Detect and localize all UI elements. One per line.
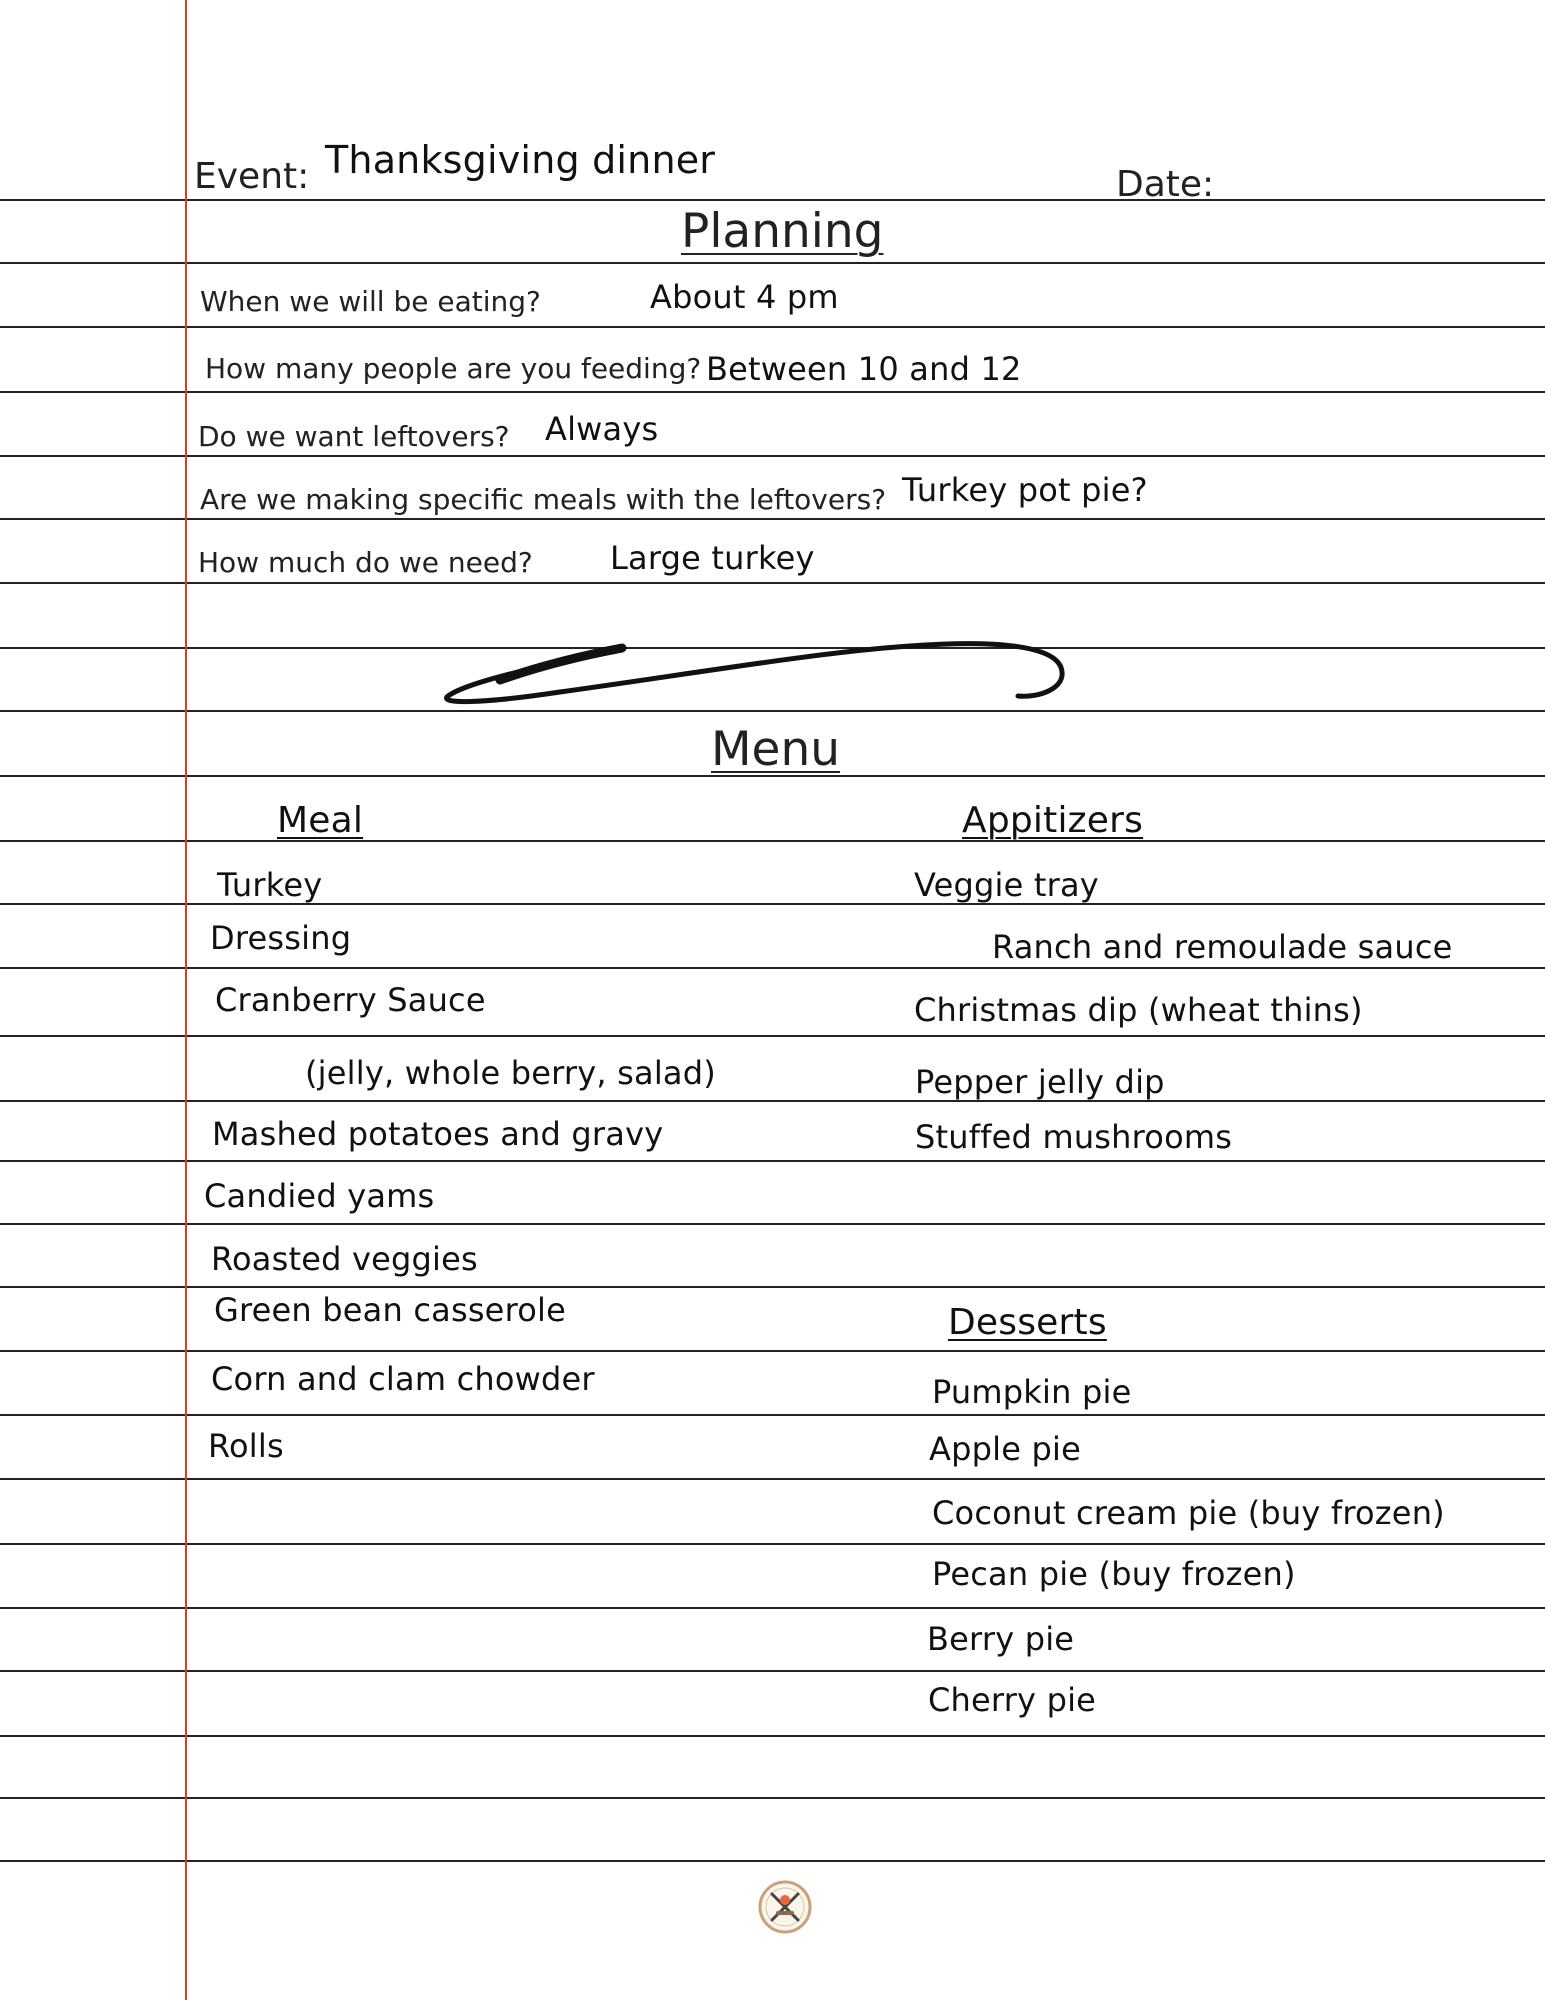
signature-flourish	[440, 630, 1080, 710]
appetizer-item: Ranch and remoulade sauce	[992, 928, 1453, 966]
planning-question: How many people are you feeding?	[205, 352, 702, 385]
menu-title: Menu	[711, 722, 841, 777]
meal-item: Candied yams	[204, 1177, 435, 1215]
rule-line	[0, 967, 1545, 969]
rule-line	[0, 710, 1545, 712]
rule-line	[0, 391, 1545, 393]
planning-answer: Between 10 and 12	[706, 350, 1022, 388]
rule-line	[0, 1607, 1545, 1609]
meal-item: Cranberry Sauce	[215, 981, 486, 1019]
planning-answer: Large turkey	[610, 539, 815, 577]
planning-answer: About 4 pm	[650, 278, 839, 316]
rule-line	[0, 455, 1545, 457]
brand-logo-icon	[758, 1880, 812, 1934]
rule-line	[0, 840, 1545, 842]
rule-line	[0, 1860, 1545, 1862]
event-value: Thanksgiving dinner	[325, 138, 716, 182]
rule-line	[0, 1223, 1545, 1225]
desserts-heading: Desserts	[948, 1302, 1107, 1343]
meal-item: Corn and clam chowder	[211, 1360, 595, 1398]
rule-line	[0, 1543, 1545, 1545]
dessert-item: Berry pie	[927, 1620, 1075, 1658]
planning-answer: Always	[545, 410, 659, 448]
rule-line	[0, 1100, 1545, 1102]
event-label: Event:	[194, 156, 310, 197]
rule-line	[0, 199, 1545, 201]
appetizer-item: Pepper jelly dip	[915, 1063, 1165, 1101]
meal-item: (jelly, whole berry, salad)	[305, 1054, 716, 1092]
planning-question: How much do we need?	[198, 546, 533, 579]
rule-line	[0, 1035, 1545, 1037]
rule-line	[0, 1160, 1545, 1162]
rule-line	[0, 1797, 1545, 1799]
meal-item: Turkey	[217, 866, 323, 904]
dessert-item: Pecan pie (buy frozen)	[932, 1555, 1296, 1593]
rule-line	[0, 1735, 1545, 1737]
dessert-item: Pumpkin pie	[932, 1373, 1132, 1411]
rule-line	[0, 582, 1545, 584]
date-label: Date:	[1116, 164, 1215, 205]
dessert-item: Coconut cream pie (buy frozen)	[932, 1494, 1445, 1532]
margin-line	[185, 0, 187, 2000]
planning-answer: Turkey pot pie?	[902, 471, 1148, 509]
rule-line	[0, 1350, 1545, 1352]
rule-line	[0, 518, 1545, 520]
appetizer-item: Christmas dip (wheat thins)	[914, 991, 1363, 1029]
meal-item: Mashed potatoes and gravy	[212, 1115, 664, 1153]
dessert-item: Apple pie	[929, 1430, 1081, 1468]
planning-question: When we will be eating?	[200, 285, 541, 318]
rule-line	[0, 262, 1545, 264]
rule-line	[0, 1478, 1545, 1480]
appetizer-item: Veggie tray	[914, 866, 1099, 904]
appetizer-item: Stuffed mushrooms	[915, 1118, 1233, 1156]
rule-line	[0, 1670, 1545, 1672]
rule-line	[0, 1414, 1545, 1416]
meal-item: Roasted veggies	[211, 1240, 478, 1278]
meal-item: Dressing	[210, 919, 352, 957]
rule-line	[0, 326, 1545, 328]
dessert-item: Cherry pie	[928, 1681, 1097, 1719]
planning-title: Planning	[681, 204, 884, 259]
meal-item: Green bean casserole	[214, 1291, 566, 1329]
appetizers-heading: Appitizers	[962, 800, 1144, 841]
rule-line	[0, 1286, 1545, 1288]
planning-question: Do we want leftovers?	[198, 420, 510, 453]
meal-item: Rolls	[208, 1427, 284, 1465]
planning-question: Are we making specific meals with the leftovers?	[200, 483, 887, 516]
meal-heading: Meal	[277, 800, 364, 841]
